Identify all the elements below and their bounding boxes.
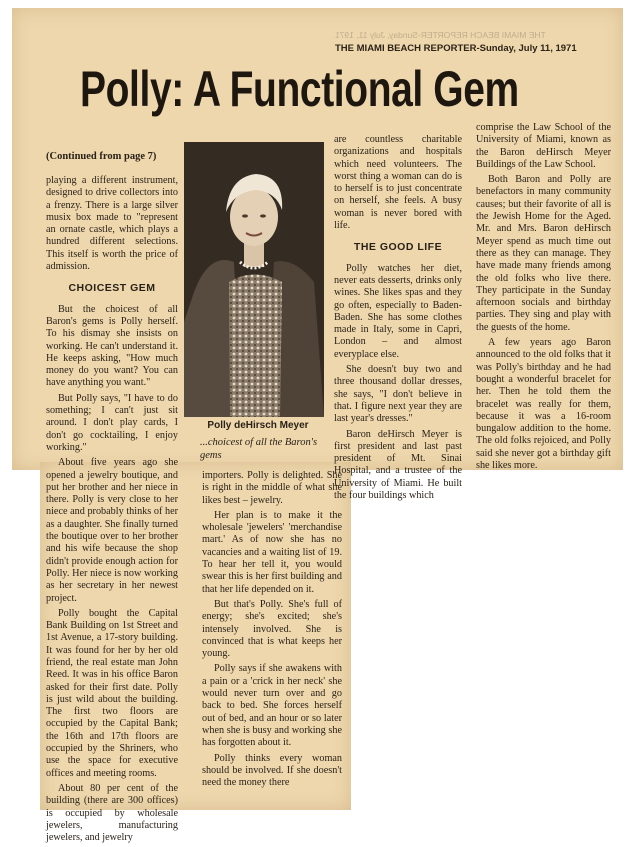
portrait-image <box>184 142 324 417</box>
paragraph: She doesn't buy two and three thousand dollar dresses, she says, "I don't believe in that. I figure next year they are last year's dresses." <box>334 364 462 425</box>
photo-caption-name: Polly deHirsch Meyer <box>207 420 309 431</box>
continued-note: (Continued from page 7) <box>46 151 157 162</box>
column-2 <box>202 470 342 792</box>
column-4 <box>476 122 611 475</box>
paragraph: importers. Polly is delighted. She is right in the middle of what she likes best – jewelry. <box>202 470 342 506</box>
paragraph: Polly thinks every woman should be involved. If she doesn't need the money there <box>202 752 342 789</box>
bleed-through-dateline: THE MIAMI BEACH REPORTER-Sunday, July 11, 1971 <box>335 30 546 40</box>
paragraph: comprise the Law School of the University of Miami, known as the Baron deHirsch Meyer Buildings of the Law School. <box>476 122 611 170</box>
paragraph: About five years ago she opened a jewelry boutique, and put her brother and her niece in there. Polly is very close to her niece and probably thinks of her as a daughter. She finally turned the boutique over to her brother and his wife because the shop didn't provide enough action for Polly. Her niece is now working as her secretary in her newest project. <box>46 457 178 604</box>
paragraph: playing a different instrument, designed to drive collectors into a frenzy. There is a large silver musix box made to "represent an ornate castle, which plays a hundred different selections. This itself is worth the price of admission. <box>46 175 178 273</box>
section-heading-good-life: THE GOOD LIFE <box>353 241 443 254</box>
paragraph: But Polly says, "I have to do something; I can't just sit around. I don't play cards, I don't go cocktailing, I enjoy working." <box>46 392 178 453</box>
paragraph: are countless charitable organizations and hospitals which need volunteers. The worst thing a woman can do is to herself is to just concentrate on herself, she feels. A busy woman is never bored with life. <box>334 134 462 232</box>
paragraph: Her plan is to make it the wholesale 'jewelers' 'merchandise mart.' As of now she has no vacancies and a waiting list of 19. To hear her tell it, you would swear this is her first building and that her life depended on it. <box>202 509 342 595</box>
paragraph: Polly says if she awakens with a pain or a 'crick in her neck' she would never turn over and go back to bed. She forces herself out of bed, and an hour or so later when she is busy and working she has forgotten about it. <box>202 663 342 749</box>
paragraph: Both Baron and Polly are benefactors in many community causes; but their favorite of all is the Jewish Home for the Aged. Mr. and Mrs. Baron deHirsch Meyer spend as much time out there as they can manage. They have made many friends among the old folks who live there. They participate in the Sunday afternoon socials and birthday parties. They sing and play with the guests of the home. <box>476 174 611 333</box>
paragraph: Polly watches her diet, never eats desserts, drinks only wines. She likes spas and they go often, especially to Baden-Baden. She has some clothes made in Italy, some in Capri, London – and almost everyplace else. <box>334 262 462 360</box>
column-3 <box>334 134 462 505</box>
photo-caption: ...choicest of all the Baron's gems <box>200 437 318 461</box>
portrait-photo <box>184 142 324 417</box>
paragraph: A few years ago Baron announced to the old folks that it was Polly's birthday and he had bought a wonderful bracelet for her. Then he told them the bracelet was really for them, because it was a 16-room bungalow addition to the home. The old folks rejoiced, and Polly said she never got a birthday gift she likes more. <box>476 337 611 472</box>
dateline: THE MIAMI BEACH REPORTER-Sunday, July 11, 1971 <box>335 43 577 54</box>
column-1 <box>46 175 178 847</box>
section-heading-choicest-gem: CHOICEST GEM <box>68 282 156 295</box>
paragraph: Polly bought the Capital Bank Building on 1st Street and 1st Avenue, a 17-story building. It was found for her by her old friend, the real estate man John Reed. It was in his office Baron asked for their first date. Polly is just wild about the building. The first two floors are occupied by the Capital Bank; the 16th and 17th floors are occupied by the Shriners, who use the space for executive offices and meeting rooms. <box>46 607 178 779</box>
paragraph: But the choicest of all Baron's gems is Polly herself. To his dismay she insists on working. He can't understand it. He keeps asking, "How much money do you want? You can have anything you want." <box>46 303 178 389</box>
paragraph: But that's Polly. She's full of energy; she's excited; she's intensely involved. She is convinced that is what keeps her young. <box>202 598 342 660</box>
paragraph: Baron deHirsch Meyer is first president and last past president of Mt. Sinai Hospital, and a trustee of the University of Miami. He built the four buildings which <box>334 428 462 502</box>
headline: Polly: A Functional Gem <box>80 61 519 117</box>
paragraph: About 80 per cent of the building (there are 300 offices) is occupied by wholesale jewelers, manufacturing jewelers, and jewelry <box>46 782 178 844</box>
